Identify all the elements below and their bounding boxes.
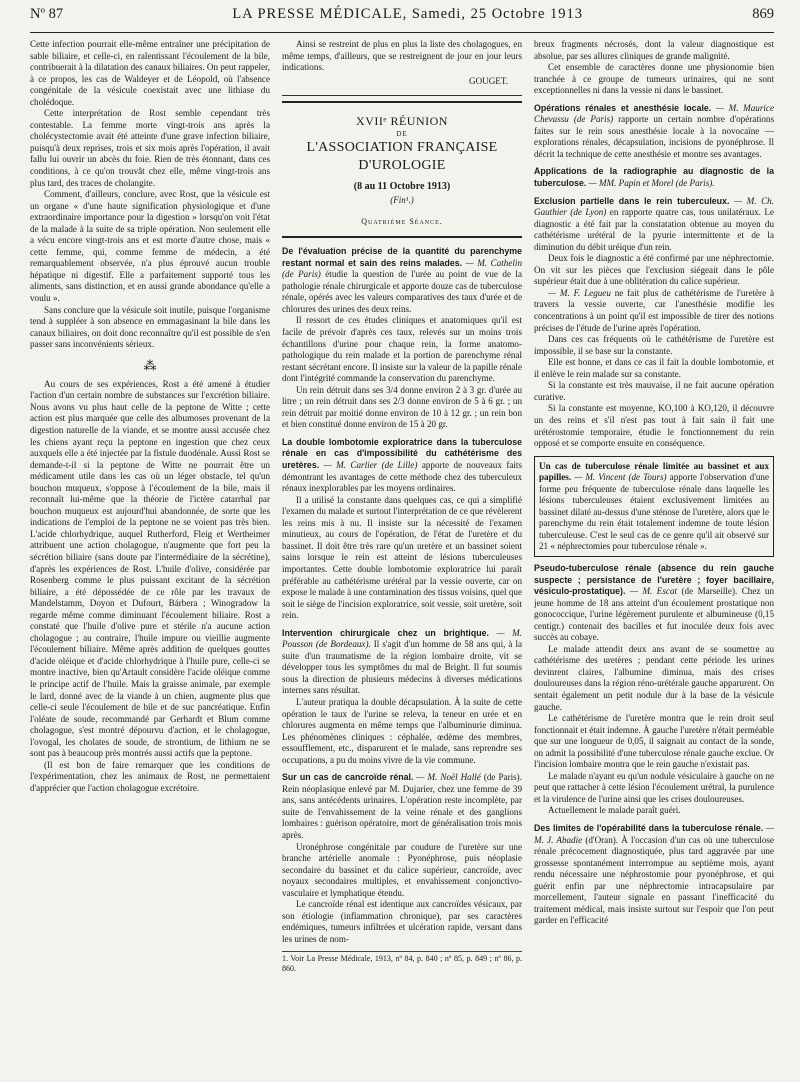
article-author: — M. Vincent (de Tours) <box>574 472 667 483</box>
article-gauthier <box>534 196 774 450</box>
paragraph: Le cancroïde rénal est identique aux cancroïdes vésicaux, par son étiologie (inflammation chronique), par ses caractères endémiques, tumeurs infiltrées et ulcération rapide, versant dans les urines de nom- <box>282 899 522 944</box>
article-papin-morel <box>534 166 774 189</box>
paragraph: Deux fois le diagnostic a été confirmé par une néphrectomie. On vit sur les pièces que l'exclusion siégeait dans le pôle supérieur était due à une oblitération du calice supérieur. <box>534 253 774 287</box>
article-title: De l'évaluation précise de la quantité du parenchyme restant normal et sain des reins malades. <box>282 246 522 268</box>
article-text: ne fait plus de cathétérisme de l'uretère à travers la vessie ouverte, car l'anesthésie modifie les concentrations à un point qu'il est impossible de tirer des notions précises de l'étude de l'urine après l'opération. <box>534 287 774 333</box>
author-signature: GOUGET. <box>469 75 508 86</box>
article-title: Pseudo-tuberculose rénale (absence du rein gauche suspecte ; persistance de l'uretère ; foyer bacillaire, vésiculo-prostatique). <box>534 562 774 597</box>
article-pousson <box>282 628 522 767</box>
report-association: L'ASSOCIATION FRANÇAISE D'UROLOGIE <box>306 140 498 174</box>
article-title: Un cas de tuberculose rénale limitée au bassinet et aux papilles. <box>539 460 769 483</box>
columns <box>30 39 774 1074</box>
article-chevassu <box>534 103 774 161</box>
asterism-divider: ⁂ <box>143 357 157 373</box>
journal-title: LA PRESSE MÉDICALE, Samedi, 25 Octobre 1913 <box>232 6 584 22</box>
column-1 <box>30 39 270 1074</box>
article-text: rapporte un certain nombre d'opérations faites sur le rein sous anesthésie locale à la novocaïne — explorations rénales, décapsulation, incisions de pyonéphrose. Il décrit la technique de cette anesthésie et montre ses avantages. <box>534 114 774 159</box>
article-text: (de Marseille). Chez un jeune homme de 18 ans atteint d'un écoulement prostatique non gonococcique, l'urine légèrement purulente et albumineuse (0,15 centigr.) contenait des bacilles et fut inoculée deux fois avec succès au cobaye. <box>534 586 774 643</box>
article-author: — M. Pousson (de Bordeaux). <box>282 627 522 650</box>
article-title: Sur un cas de cancroïde rénal. <box>282 772 414 783</box>
paragraph: Il ressort de ces études cliniques et anatomiques qu'il est facile de prévoir d'après ces taux, relevés sur un moins trois échantillons d'urine pour chaque rein, la forme anatomo-pathologique du rein malade et la portion de parenchyme rénal restant sécrétant encore. Il insiste sur la valeur de la papille rénale dont l'intégrité commande la conservation du parenchyme. <box>282 315 522 384</box>
article-author: — MM. Papin et Morel (de Paris). <box>588 178 715 189</box>
paragraph: L'auteur pratiqua la double décapsulation. À la suite de cette opération le taux de l'urine se releva, la teneur en urée et en chlorures augmenta en même temps que l'albuminurie diminua. Les phénomènes cliniques : céphalée, œdème des membres, essoufflement, etc., disparurent et le malade, sans reprendre ses occupations, a pu du moins vivre de la vie commune. <box>282 696 522 765</box>
paragraph: Le malade attendit deux ans avant de se soumettre au cathétérisme des uretères ; pendant cette période les urines devinrent claires, l'albumine diminua, mais des crises douloureuses dans la région réno-urétérale gauche apparurent. On sentait également un petit nodule dur à la base de la vésicule gauche. <box>534 643 774 712</box>
paragraph: Le malade n'ayant eu qu'un nodule vésiculaire à gauche on ne peut que rattacher à cette lésion l'écoulement urétral, la purulence et la virulence de l'urine ainsi que les crises douloureuses. <box>534 770 774 804</box>
paragraph: Elle est bonne, et dans ce cas il fait la double lombotomie, et il enlève le rein malade sur sa constante. <box>534 357 774 379</box>
report-fin: (Fin¹.) <box>390 195 414 206</box>
paragraph: Cet ensemble de caractères donne une physionomie bien tranchée à ce groupe de tumeurs urinaires, qui ne sont exceptionnelles ni dans la vessie ni dans le bassinet. <box>534 62 774 96</box>
article-author: — M. Cathelin (de Paris) <box>282 257 522 280</box>
article-text: (de Paris). Rein néoplasique enlevé par M. Dujarier, chez une femme de 39 ans, sans antécédents urinaires. L'opération reste incomplète, par suite de l'envahissement de la veine rénale et des ganglions lombaires : guérison opératoire, mort de généralisation trois mois après. <box>282 772 522 840</box>
article-vincent-boxed <box>534 456 774 557</box>
paragraph-legueu <box>534 288 774 334</box>
article-lead <box>282 772 522 841</box>
article-carlier <box>282 437 522 622</box>
page-number: 869 <box>752 6 774 22</box>
paragraph: Sans conclure que la vésicule soit inutile, puisque l'organisme tend à suppléer à son absence en emmagasinant la bile dans les canaux biliaires, on doit donc reconnaître qu'il est possible de s'en passer sans inconvénients sérieux. <box>30 304 270 350</box>
article-lead <box>282 246 522 315</box>
article-text: étudie la question de l'urée au point de vue de la pathologie rénale chirurgicale et apporte douze cas de tuberculose rénale, opérés avec les valeurs comparatives des taux d'urée et de chlorures des urines des deux reins. <box>282 269 522 314</box>
article-lead <box>534 166 774 189</box>
paragraph: Si la constante est très mauvaise, il ne fait aucune opération curative. <box>534 380 774 402</box>
article-lead <box>539 461 769 553</box>
article-title: La double lombotomie exploratrice dans la tuberculose rénale en cas d'impossibilité du cathétérisme des uretères. <box>282 436 522 471</box>
paragraph: Uronéphrose congénitale par coudure de l'uretère sur une branche artérielle anomale : Pyonéphrose, puis néoplasie secondaire du bassinet et du calice supérieur, cancroïde, avec noyaux secondaires multiples, et envahissement conjonctivo-vasculaire et lymphatique étendu. <box>282 841 522 898</box>
article-title: Intervention chirurgicale chez un brightique. <box>282 627 489 638</box>
page-header <box>30 0 774 33</box>
article-author: — M. Carlier (de Lille) <box>323 460 418 471</box>
report-dates: (8 au 11 Octobre 1913) <box>353 181 451 193</box>
article-lead <box>534 196 774 254</box>
article-text: apporte de nouveaux faits démontrant les avantages de cette méthode chez des tuberculeux rénaux inexplorables par les moyens ordinaires. <box>282 460 522 494</box>
article-author: — M. Noël Hallé <box>416 772 481 783</box>
paragraph: Cette infection pourrait elle-même entraîner une précipitation de sable biliaire, et celle-ci, en ralentissant l'écoulement de la bile, contribuerait à la dilatation des canaux biliaires. On peut rappeler, à ce propos, les cas de Waldeyer et de Léopold, où l'absence congénitale de la vésicule coexistait avec une lithiase du cholédoque. <box>30 39 270 107</box>
paragraph: breux fragments nécrosés, dont la valeur diagnostique est absolue, par ses allures cliniques de grande malignité. <box>534 39 774 61</box>
paragraph: Le cathétérisme de l'uretère montra que le rein droit seul fonctionnait et était indemne. À gauche l'uretère n'était perméable que sur une longueur de 0,05, il saignait au contact de la sonde, on admit la possibilité d'une tuberculose rénale gauche exclue. Or l'incision lombaire montra que le rein gauche n'existait pas. <box>534 713 774 770</box>
paragraph: Cette interprétation de Rost semble cependant très contestable. La femme morte vingt-trois ans après la cholécystectomie avait été atteinte d'une grave infection biliaire, puisqu'à deux reprises, trois et six mois après l'opération, il avait fallu lui ouvrir un abcès du foie. Rien de très étonnant, dans ces conditions, à ce qu'on trouvât chez elle, même vingt-trois ans plus tard, des traces de cholangite. <box>30 108 270 188</box>
paragraph: (Il est bon de faire remarquer que les conditions de l'expérimentation, chez les animaux de Rost, ne permettaient d'apprécier que l'action cholagogue excrétoire. <box>30 759 270 793</box>
article-author: — M. F. Legueu <box>548 287 611 298</box>
footnote <box>282 951 522 974</box>
paragraph: Dans ces cas fréquents où le cathétérisme de l'uretère est impossible, il se base sur la constante. <box>534 334 774 356</box>
article-cathelin <box>282 246 522 431</box>
article-title: Exclusion partielle dans le rein tuberculeux. <box>534 195 730 206</box>
column-2 <box>282 39 522 1074</box>
issue-number: Nº 87 <box>30 6 64 22</box>
report-de: DE <box>396 130 408 139</box>
article-title: Des limites de l'opérabilité dans la tuberculose rénale. <box>534 823 764 833</box>
paragraph: Un rein détruit dans ses 3/4 donne environ 2 à 3 gr. d'urée au litre ; un rein détruit dans ses 2/3 donne environ de 5 à 6 gr. ; un rein détruit par moitié donne environ de 10 à 12 gr. ; un rein bon et bien constitué donne environ de 15 à 20 gr. <box>282 384 522 430</box>
article-author: — M. Maurice Chevassu (de Paris) <box>534 102 774 125</box>
article-title: Opérations rénales et anesthésie locale. <box>534 102 712 113</box>
article-author: — M. Escat <box>629 586 678 597</box>
article-lead <box>282 628 522 697</box>
report-session-title: XVIIᵉ RÉUNION <box>356 114 448 129</box>
article-lead <box>534 823 774 927</box>
article-lead <box>534 103 774 161</box>
divider <box>282 95 522 96</box>
paragraph: Il a utilisé la constante dans quelques cas, ce qui a simplifié l'examen du malade et surtout l'interprétation de ce que révèlerent les reins mis à nu. Il insiste sur la nécessité de l'examen minutieux, au cours de l'opération, de l'état de l'uretère et du bassinet. Il doit être très rare qu'un uretère et un bassinet soient sains lorsque le rein est atteint de lésions tuberculeuses importantes. Cette double lombotomie exploratrice lui paraît préférable au cathétérisme urétéral par la vessie ouverte, car on expose le malade à une contamination des tissus voisins, quel que soit le siège de l'incision exploratrice, soit vessie, soit uretère, soit rein. <box>282 494 522 621</box>
article-author: — M. J. Abadie <box>534 823 774 845</box>
article-lead <box>282 437 522 495</box>
paragraph: Actuellement le malade paraît guéri. <box>548 805 681 816</box>
paragraph: Au cours de ses expériences, Rost a été amené à étudier l'action d'un certain nombre de substances sur l'excrétion biliaire. Nous avons vu plus haut celle de la peptone de Witte ; cette action est plus marquée que celle des albumoses provenant de la digestion naturelle de la viande, et se montre aussi accusée chez les chiens ayant reçu la peptone en ingestion que chez ceux auxquels elle a été injectée par la fistule duodénale. Aussi Rost se demande-t-il si la peptone de Witte ne pourrait être un médicament utile dans les cas où un léger obstacle, tel qu'un bouchon muqueux, s'oppose à l'écoulement de la bile, mais il reconnaît lui-même que la théorie de l'ictère catarrhal par bouchon muqueux est aujourd'hui abandonnée, de sorte que les indications de l'emploi de la peptone ne se voient pas très bien. L'acide chlorhydrique, auquel Rutherford, Fleig et Wertheimer attribuent une action cholagogue, n'augmente que fort peu la sécrétion biliaire (sans doute par l'intermédiaire de la sécrétine), d'après les expériences de Rost. L'huile d'olive, considérée par Rosenberg comme le plus puissant excitant de la sécrétion biliaire, a été dépossédée de ce rôle par les travaux de Mandelstamm, Doyon et Dufourt, Bárbera ; Winogradow la regarde même comme diminuant l'écoulement biliaire. Rost a constaté que l'huile d'olive pure et stérile n'a aucune action cholagogue ; au contraire, l'huile impure ou vieillie augmente l'écoulement biliaire. Même après addition de quelques gouttes d'acide oléique et d'acide chlorhydrique à l'huile pure, celle-ci se montre inactive, bien qu'Artault considère l'acide oléique comme le principe actif de l'huile. Mais la graisse animale, par exemple le lard, donné avec de la viande à un chien, augmente plus que celle-ci seule l'écoulement de bile et de suc pancréatique. Enfin l'oléate de soude, recommandé par Gerhardt et Blum comme cholagogue, s'est montré dépourvu d'action, et le cholagogue, l'ovogal, les cholates de soude, de strontium, de lithium ne se sont pas à beaucoup près montrés aussi actifs que la peptone. <box>30 378 270 759</box>
paragraph: Comment, d'ailleurs, conclure, avec Rost, que la vésicule est un organe « d'une haute signification physiologique et d'une extraordinaire importance pour la digestion » lorsqu'on voit l'état de la malade à la suite de sa triple opération. Non seulement elle a vécu encore vingt-trois ans et est morte d'autre chose, mais « cette femme, qui, comme femme de médecin, a été remarquablement observée, n'a plus éprouvé aucun trouble hépatique ni digestif. Elle a parfaitement supporté tous les aliments, sans distinction, et en aussi grande abondance qu'elle a voulu ». <box>30 189 270 304</box>
article-text: apporte l'observation d'une forme peu fréquente de tuberculose rénale dans laquelle les lésions tuberculeuses étaient exclusivement limitées au bassinet dilaté au-dessus d'une sténose de l'uretère, alors que le parenchyme du rein était totalement indemne de toute lésion tuberculeuse. C'est le seul cas de ce genre qu'il ait observé sur 21 « néphrectomies pour tuberculose rénale ». <box>539 472 769 552</box>
article-abadie <box>534 823 774 927</box>
article-title: Applications de la radiographie au diagnostic de la tuberculose. <box>534 166 774 189</box>
report-seance: Quatrième Séance. <box>361 217 443 227</box>
article-halle <box>282 772 522 945</box>
report-header <box>282 101 522 238</box>
article-text: Il s'agit d'un homme de 58 ans qui, à la suite d'un traumatisme de la région lombaire droite, vit se développer tous les symptômes du mal de Bright. Il fut soumis sous la direction de plusieurs médecins à diverses médications internes sans résultat. <box>282 639 522 696</box>
paragraph: Si la constante est moyenne, KO,100 à KO,120, il découvre un des reins et s'il n'est pas tout à fait sain il fait une urétérostomie temporaire, étudie le fonctionnement du rein opposé et se comporte ensuite en conséquence. <box>534 403 774 449</box>
footnote-text: 1. Voir La Presse Médicale, 1913, nº 84, p. 840 ; nº 85, p. 849 ; nº 86, p. 860. <box>282 954 522 974</box>
article-author: — M. Ch. Gauthier (de Lyon) <box>534 195 774 218</box>
article-text: en rapporte quatre cas, tous unilatéraux. Le diagnostic a été fait par la constatation obtenue au moyen du cathétérisme urétéral de la pyurie intermittente et de la diminution du débit uréique d'un rein. <box>534 207 774 252</box>
article-text: (d'Oran). À l'occasion d'un cas où une tuberculose rénale précocement diagnostiquée, plus tard aggravée par une grossesse spontanément interrompue au septième mois, ayant rendu nécessaire une néphrostomie pour pyonéphrose, et qui guérit enfin par une néphrectomie intracapsulaire par morcellement, l'auteur signale en passant l'inefficacité du traitement médical, mais insiste surtout sur l'espoir que l'on peut garder en l'efficacité <box>534 834 774 926</box>
paragraph: Ainsi se restreint de plus en plus la liste des cholagogues, en même temps, d'ailleurs, que se restreignent de jour en jour leurs indications. <box>282 39 522 73</box>
article-escat <box>534 563 774 817</box>
column-3 <box>534 39 774 1074</box>
article-lead <box>534 563 774 644</box>
